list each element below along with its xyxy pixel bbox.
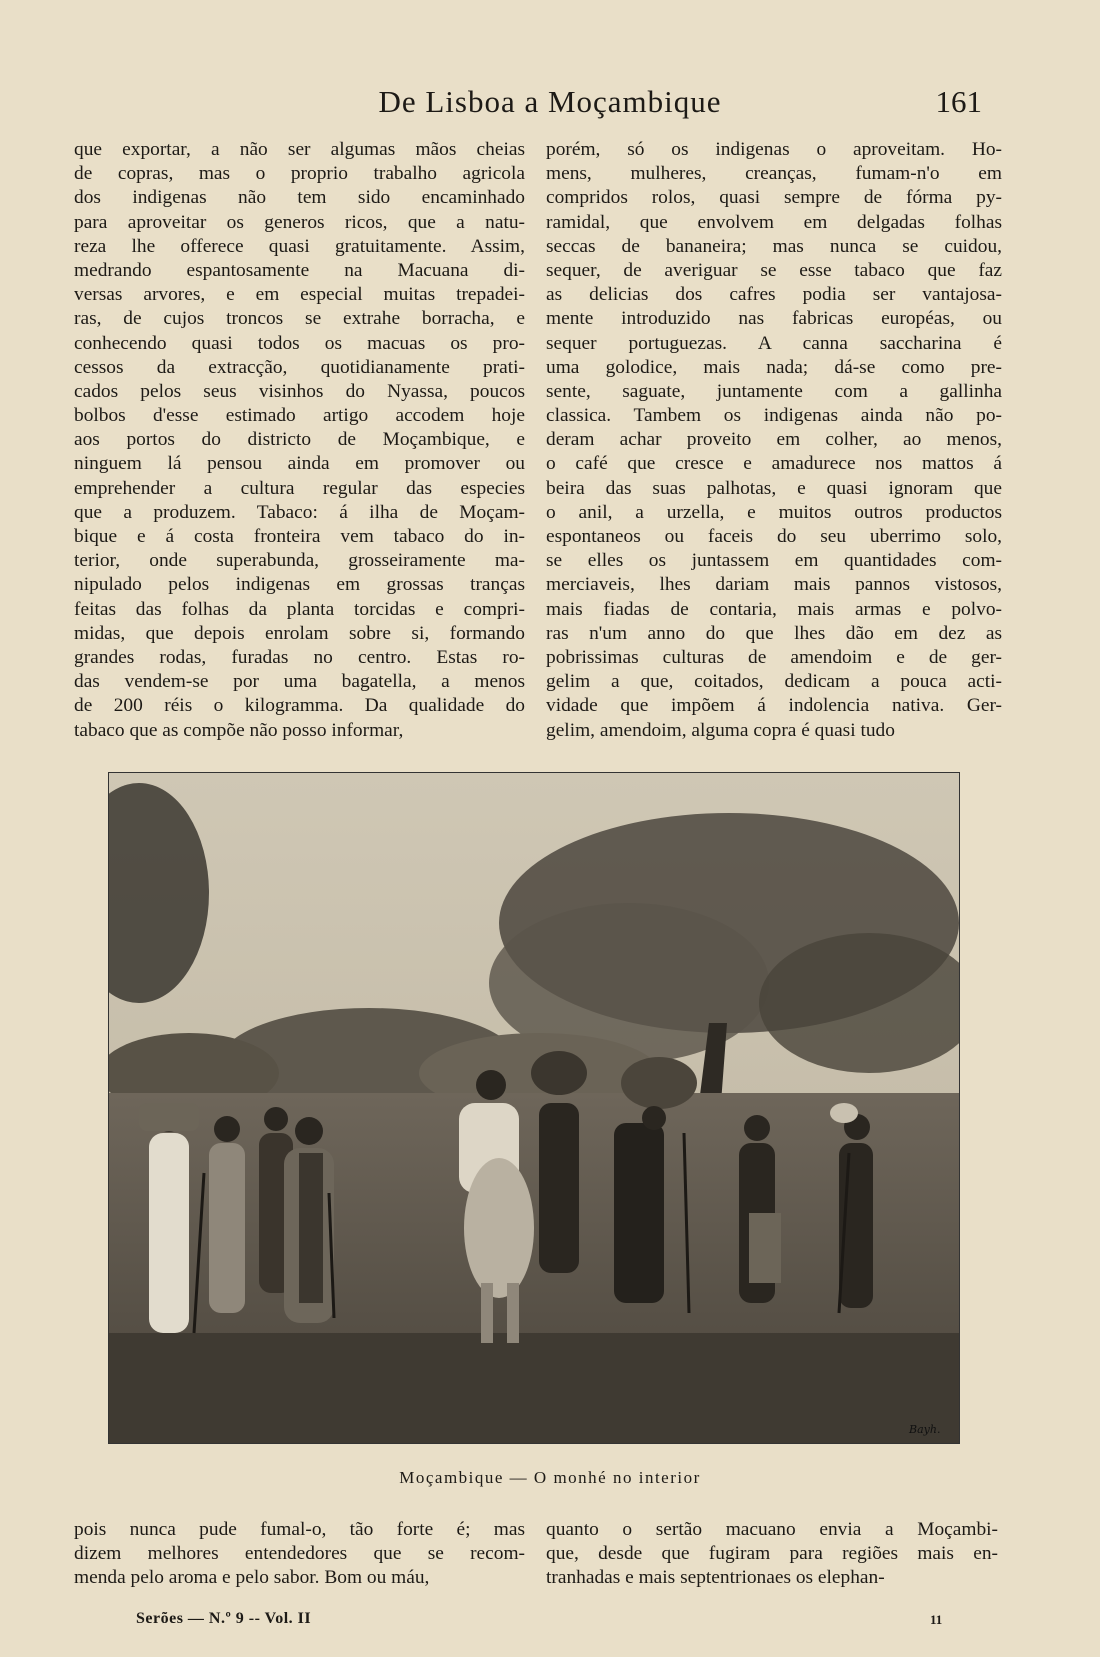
text-line: bolbos d'esse estimado artigo accodem hoje [74, 405, 525, 427]
text-line: de copras, mas o proprio trabalho agricola [74, 163, 525, 185]
text-line: pois nunca pude fumal-o, tão forte é; mas [74, 1519, 525, 1540]
running-header-title: De Lisboa a Moçambique [378, 84, 722, 119]
text-line: sequer, de averiguar se esse tabaco que faz [546, 259, 1002, 281]
text-line: seccas de bananeira; mas nunca se cuidou, [546, 235, 1002, 257]
text-line: tabaco que as compõe não posso informar, [74, 719, 404, 741]
text-line: mais fiadas de contaria, mais armas e polvo- [546, 598, 1002, 620]
text-line: das vendem-se por uma bagatella, a menos [74, 671, 525, 693]
text-line: para aproveitar os generos ricos, que a natu- [74, 211, 525, 233]
photograph-illustration [108, 772, 960, 1444]
text-line: gelim a que, coitados, dedicam a pouca acti- [546, 671, 1002, 693]
text-line: que, desde que fugiram para regiões mais en- [546, 1543, 998, 1565]
text-line: feitas das folhas da planta torcidas e compri- [74, 598, 525, 620]
text-line: ras n'um anno do que lhes dão em dez as [546, 622, 1002, 644]
text-line: medrando espantosamente na Macuana di- [74, 259, 525, 281]
text-line: uma golodice, mais nada; dá-se como pre- [546, 356, 1002, 378]
text-line: ninguem lá pensou ainda em promover ou [74, 453, 525, 475]
text-line: pobrissimas culturas de amendoim e de ger- [546, 646, 1002, 668]
text-line: emprehender a cultura regular das especies [74, 477, 525, 499]
text-line: bique e á costa fronteira vem tabaco do in- [74, 526, 525, 547]
text-line: menda pelo aroma e pelo sabor. Bom ou máu, [74, 1567, 430, 1589]
text-line: dizem melhores entendedores que se recom- [74, 1543, 525, 1565]
text-line: cados pelos seus visinhos do Nyassa, poucos [74, 380, 525, 402]
photo-signature: Bayh. [909, 1423, 941, 1436]
text-line: que exportar, a não ser algumas mãos cheias [74, 139, 525, 160]
text-line: tranhadas e mais septentrionaes os elephan- [546, 1567, 885, 1589]
text-line: cessos da extracção, quotidianamente prati- [74, 356, 525, 378]
text-line: sequer portuguezas. A canna saccharina é [546, 332, 1002, 354]
footer-signature: Serões — N.º 9 -- Vol. II [136, 1610, 312, 1627]
text-line: conhecendo quasi todos os macuas os pro- [74, 332, 525, 354]
text-line: as delicias dos cafres podia ser vantajosa- [546, 284, 1002, 306]
text-line: versas arvores, e em especial muitas trepadei- [74, 284, 525, 306]
text-line: mens, mulheres, creanças, fumam-n'o em [546, 163, 1002, 185]
right-column-top [546, 138, 1002, 743]
text-line: merciaveis, lhes dariam mais pannos vistosos, [546, 574, 1002, 596]
text-line: classica. Tambem os indigenas ainda não po- [546, 405, 1002, 427]
text-line: dos indigenas não tem sido encaminhado [74, 187, 525, 209]
text-line: gelim, amendoim, alguma copra é quasi tudo [546, 719, 895, 741]
text-line: mente introduzido nas fabricas européas, ou [546, 308, 1002, 330]
text-line: beira das suas palhotas, e quasi ignoram que [546, 477, 1002, 499]
page-number: 161 [935, 84, 982, 119]
right-column-bottom [546, 1518, 998, 1591]
text-line: que a produzem. Tabaco: á ilha de Moçam- [74, 501, 525, 523]
text-line: nipulado pelos indigenas em grossas tranças [74, 574, 525, 596]
text-line: o café que cresce e amadurece nos mattos á [546, 453, 1002, 475]
text-line: ras, de cujos troncos se extrahe borracha, e [74, 308, 525, 330]
text-line: aos portos do districto de Moçambique, e [74, 429, 525, 451]
text-line: midas, que depois enrolam sobre si, formando [74, 622, 525, 644]
text-line: terior, onde superabunda, grosseiramente ma- [74, 550, 525, 572]
text-line: quanto o sertão macuano envia a Moçambi- [546, 1519, 998, 1540]
text-line: ramidal, que envolvem em delgadas folhas [546, 211, 1002, 233]
text-line: o anil, a urzella, e muitos outros productos [546, 501, 1002, 523]
text-line: compridos rolos, quasi sempre de fórma py- [546, 187, 1002, 209]
figure-caption: Moçambique — O monhé no interior [399, 1468, 701, 1487]
text-line: reza lhe offerece quasi gratuitamente. Assim, [74, 235, 525, 257]
left-column-top [74, 138, 525, 743]
footer-sheet-number: 11 [930, 1612, 943, 1627]
text-line: se elles os juntassem em quantidades com- [546, 550, 1002, 572]
text-line: sente, saguate, juntamente com a gallinha [546, 380, 1002, 402]
photograph-scene [109, 773, 959, 1443]
text-line: espontaneos ou faceis do seu uberrimo solo, [546, 526, 1002, 547]
text-line: grandes rodas, furadas no centro. Estas ro- [74, 646, 525, 668]
text-line: deram achar proveito em colher, ao menos, [546, 429, 1002, 451]
left-column-bottom [74, 1518, 525, 1591]
text-line: vidade que impõem á indolencia nativa. Ger- [546, 695, 1002, 717]
text-line: de 200 réis o kilogramma. Da qualidade do [74, 695, 525, 717]
text-line: porém, só os indigenas o aproveitam. Ho- [546, 139, 1002, 160]
